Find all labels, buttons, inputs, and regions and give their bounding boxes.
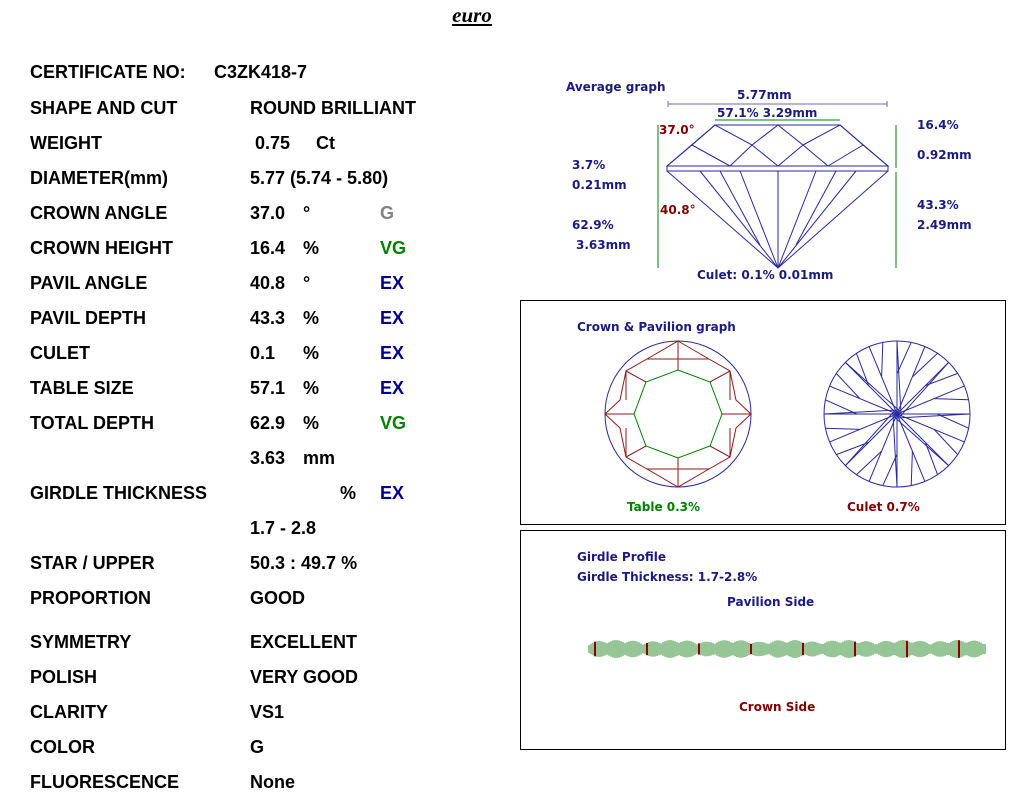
- spec-value: 3.63: [250, 448, 286, 468]
- spec-label: PROPORTION: [30, 588, 152, 608]
- spec-value: 1.7 - 2.8: [250, 518, 317, 538]
- spec-value: 37.0: [250, 203, 286, 223]
- table-percentage-label: Table 0.3%: [627, 500, 701, 514]
- girdle-profile-panel: [520, 530, 1006, 750]
- crown-pavilion-panel: [520, 300, 1006, 525]
- spec-value: 0.1: [250, 343, 276, 363]
- spec-value: EXCELLENT: [250, 632, 358, 652]
- spec-grade: EX: [380, 343, 405, 363]
- spec-grade: EX: [380, 483, 405, 503]
- total-depth-pct: 62.9%: [572, 218, 614, 232]
- spec-value: G: [250, 737, 265, 757]
- spec-value: 43.3: [250, 308, 286, 328]
- spec-label: PAVIL ANGLE: [30, 273, 148, 293]
- spec-label: CROWN ANGLE: [30, 203, 168, 223]
- crown-height-mm: 0.92mm: [917, 148, 972, 162]
- spec-label: POLISH: [30, 667, 98, 687]
- girdle-waveform: [521, 531, 1005, 749]
- spec-label: DIAMETER(mm): [30, 168, 168, 188]
- spec-value: VS1: [250, 702, 285, 722]
- spec-unit: mm: [303, 448, 336, 468]
- spec-value: 50.3 : 49.7 %: [250, 553, 358, 573]
- spec-value: 16.4: [250, 238, 286, 258]
- girdle-pct: 3.7%: [572, 158, 606, 172]
- spec-label: CULET: [30, 343, 90, 363]
- spec-unit: °: [303, 203, 311, 223]
- spec-unit: %: [303, 343, 320, 363]
- spec-label: STAR / UPPER: [30, 553, 155, 573]
- culet-percentage-label: Culet 0.7%: [847, 500, 920, 514]
- spec-value: ROUND BRILLIANT: [250, 98, 416, 118]
- spec-label: GIRDLE THICKNESS: [30, 483, 208, 503]
- spec-value: 0.75: [255, 133, 291, 153]
- spec-label: WEIGHT: [30, 133, 102, 153]
- spec-label: TOTAL DEPTH: [30, 413, 155, 433]
- spec-label: CROWN HEIGHT: [30, 238, 173, 258]
- spec-grade: EX: [380, 273, 405, 293]
- spec-grade: EX: [380, 378, 405, 398]
- spec-unit: %: [303, 378, 320, 398]
- spec-unit: %: [303, 238, 320, 258]
- crown-side-label: Crown Side: [739, 700, 816, 714]
- spec-value: VERY GOOD: [250, 667, 359, 687]
- spec-label: FLUORESCENCE: [30, 772, 180, 792]
- spec-label: CLARITY: [30, 702, 108, 722]
- spec-label: SHAPE AND CUT: [30, 98, 178, 118]
- spec-label: TABLE SIZE: [30, 378, 134, 398]
- spec-grade: G: [380, 203, 395, 223]
- girdle-mm: 0.21mm: [572, 178, 627, 192]
- spec-unit: Ct: [316, 133, 335, 153]
- spec-unit: %: [303, 413, 320, 433]
- crown-height-pct: 16.4%: [917, 118, 959, 132]
- brand-title: euro: [452, 3, 492, 27]
- girdle-profile-title: Girdle Profile: [577, 550, 667, 564]
- total-depth-mm: 3.63mm: [576, 238, 631, 252]
- spec-grade: EX: [380, 308, 405, 328]
- spec-label: PAVIL DEPTH: [30, 308, 147, 328]
- crown-pavilion-drawing: [521, 301, 1005, 524]
- spec-value: C3ZK418-7: [214, 62, 308, 82]
- pavilion-depth-mm: 2.49mm: [917, 218, 972, 232]
- crown-pavilion-title: Crown & Pavilion graph: [577, 320, 736, 334]
- spec-unit: %: [340, 483, 357, 503]
- table-label: 57.1% 3.29mm: [717, 106, 818, 120]
- spec-unit: °: [303, 273, 311, 293]
- spec-grade: VG: [380, 413, 407, 433]
- spec-value: 5.77 (5.74 - 5.80): [250, 168, 389, 188]
- crown-view-diagram: [605, 341, 751, 487]
- spec-value: 40.8: [250, 273, 286, 293]
- spec-label: SYMMETRY: [30, 632, 132, 652]
- average-graph-title: Average graph: [566, 80, 666, 94]
- spec-label: COLOR: [30, 737, 95, 757]
- culet-label: Culet: 0.1% 0.01mm: [697, 268, 834, 282]
- spec-value: 57.1: [250, 378, 286, 398]
- crown-angle-label: 37.0°: [659, 123, 695, 137]
- spec-value: None: [250, 772, 295, 792]
- pavilion-angle-label: 40.8°: [660, 203, 696, 217]
- diamond-profile-drawing: [0, 0, 1010, 300]
- pavilion-view-diagram: [824, 341, 970, 487]
- spec-value: 62.9: [250, 413, 286, 433]
- spec-label: CERTIFICATE NO:: [30, 62, 186, 82]
- spec-value: GOOD: [250, 588, 306, 608]
- diameter-label: 5.77mm: [737, 88, 792, 102]
- pavilion-side-label: Pavilion Side: [727, 595, 815, 609]
- girdle-thickness-label: Girdle Thickness: 1.7-2.8%: [577, 570, 758, 584]
- spec-grade: VG: [380, 238, 407, 258]
- pavilion-depth-pct: 43.3%: [917, 198, 959, 212]
- spec-unit: %: [303, 308, 320, 328]
